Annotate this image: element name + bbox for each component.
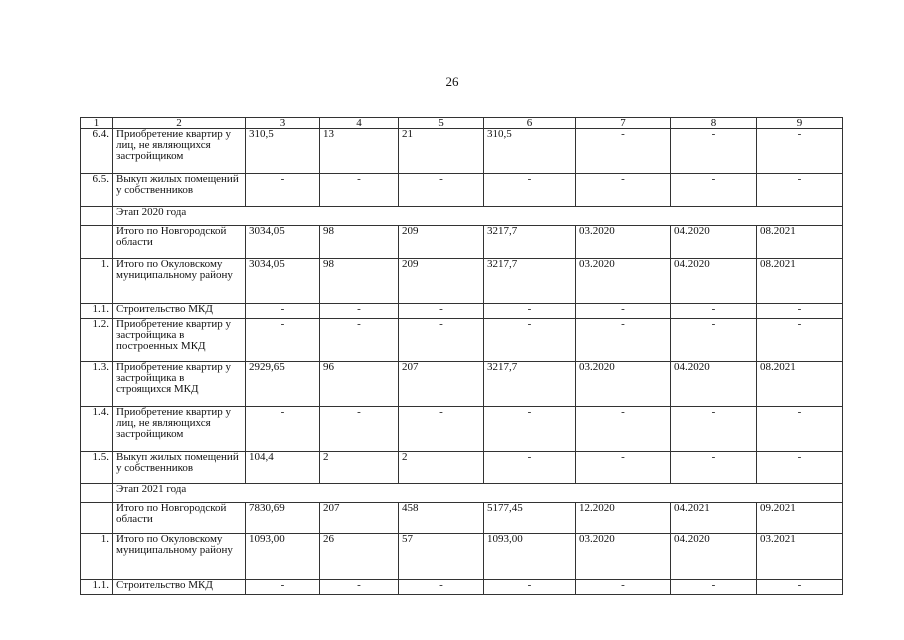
stage-header-row xyxy=(81,207,843,226)
value-cell-col-6: - xyxy=(484,304,576,319)
value-cell-col-8: 04.2020 xyxy=(671,362,757,407)
value-cell-col-7: 03.2020 xyxy=(576,362,671,407)
value-cell-col-3: - xyxy=(246,174,320,207)
table-row xyxy=(81,580,843,595)
value-cell-col-7: - xyxy=(576,580,671,595)
stage-header-row xyxy=(81,484,843,503)
value-cell-col-5: 21 xyxy=(399,129,484,174)
value-cell-col-4: 26 xyxy=(320,534,399,580)
value-cell-col-9: 08.2021 xyxy=(757,259,843,304)
value-cell-col-6: - xyxy=(484,452,576,484)
row-label-cell: Итого по Новгородской области xyxy=(113,503,246,534)
column-number-9: 9 xyxy=(757,118,843,129)
value-cell-col-4: 207 xyxy=(320,503,399,534)
value-cell-col-3: - xyxy=(246,580,320,595)
row-label-cell: Приобретение квартир у застройщика в построенных МКД xyxy=(113,319,246,362)
value-cell-col-5: 458 xyxy=(399,503,484,534)
column-number-row xyxy=(81,118,843,129)
table-body xyxy=(81,118,843,595)
value-cell-col-9: - xyxy=(757,174,843,207)
row-number-cell: 1. xyxy=(81,534,113,580)
value-cell-col-9: - xyxy=(757,319,843,362)
value-cell-col-7: - xyxy=(576,452,671,484)
value-cell-col-4: 98 xyxy=(320,259,399,304)
row-number-cell: 1.3. xyxy=(81,362,113,407)
table-row xyxy=(81,319,843,362)
value-cell-col-8: - xyxy=(671,129,757,174)
value-cell-col-4: 13 xyxy=(320,129,399,174)
value-cell-col-6: 3217,7 xyxy=(484,362,576,407)
row-number-cell: 1.2. xyxy=(81,319,113,362)
table-row xyxy=(81,226,843,259)
value-cell-col-7: - xyxy=(576,319,671,362)
value-cell-col-4: - xyxy=(320,174,399,207)
value-cell-col-9: - xyxy=(757,580,843,595)
row-number-cell: 1. xyxy=(81,259,113,304)
column-number-7: 7 xyxy=(576,118,671,129)
value-cell-col-7: - xyxy=(576,129,671,174)
value-cell-col-5: 2 xyxy=(399,452,484,484)
value-cell-col-3: 7830,69 xyxy=(246,503,320,534)
column-number-4: 4 xyxy=(320,118,399,129)
value-cell-col-3: 1093,00 xyxy=(246,534,320,580)
value-cell-col-6: - xyxy=(484,319,576,362)
value-cell-col-9: - xyxy=(757,407,843,452)
table-row xyxy=(81,174,843,207)
value-cell-col-3: 104,4 xyxy=(246,452,320,484)
table-row xyxy=(81,534,843,580)
row-number-cell xyxy=(81,503,113,534)
value-cell-col-3: 310,5 xyxy=(246,129,320,174)
value-cell-col-9: 09.2021 xyxy=(757,503,843,534)
value-cell-col-5: 207 xyxy=(399,362,484,407)
row-label-cell: Строительство МКД xyxy=(113,580,246,595)
value-cell-col-5: - xyxy=(399,319,484,362)
value-cell-col-3: - xyxy=(246,319,320,362)
value-cell-col-4: - xyxy=(320,319,399,362)
value-cell-col-3: 2929,65 xyxy=(246,362,320,407)
row-number-cell: 6.5. xyxy=(81,174,113,207)
value-cell-col-8: - xyxy=(671,580,757,595)
row-label-cell: Строительство МКД xyxy=(113,304,246,319)
value-cell-col-6: - xyxy=(484,407,576,452)
value-cell-col-8: - xyxy=(671,319,757,362)
value-cell-col-7: 03.2020 xyxy=(576,226,671,259)
column-number-2: 2 xyxy=(113,118,246,129)
value-cell-col-4: - xyxy=(320,407,399,452)
table-row xyxy=(81,304,843,319)
value-cell-col-5: 209 xyxy=(399,259,484,304)
value-cell-col-5: 57 xyxy=(399,534,484,580)
column-number-1: 1 xyxy=(81,118,113,129)
row-label-cell: Выкуп жилых помещений у собственников xyxy=(113,174,246,207)
table-row xyxy=(81,452,843,484)
row-label-cell: Приобретение квартир у лиц, не являющихся застройщиком xyxy=(113,407,246,452)
value-cell-col-9: 08.2021 xyxy=(757,362,843,407)
value-cell-col-6: 1093,00 xyxy=(484,534,576,580)
value-cell-col-6: - xyxy=(484,580,576,595)
value-cell-col-8: - xyxy=(671,452,757,484)
value-cell-col-8: 04.2021 xyxy=(671,503,757,534)
value-cell-col-6: 3217,7 xyxy=(484,259,576,304)
value-cell-col-5: - xyxy=(399,174,484,207)
row-label-cell: Итого по Новгородской области xyxy=(113,226,246,259)
value-cell-col-7: 03.2020 xyxy=(576,259,671,304)
table-row xyxy=(81,503,843,534)
value-cell-col-3: - xyxy=(246,304,320,319)
table-row xyxy=(81,259,843,304)
page-number: 26 xyxy=(445,74,459,89)
value-cell-col-9: - xyxy=(757,452,843,484)
value-cell-col-7: - xyxy=(576,174,671,207)
table-row xyxy=(81,407,843,452)
value-cell-col-6: 5177,45 xyxy=(484,503,576,534)
value-cell-col-7: - xyxy=(576,407,671,452)
value-cell-col-5: 209 xyxy=(399,226,484,259)
table-row xyxy=(81,362,843,407)
value-cell-col-4: 98 xyxy=(320,226,399,259)
value-cell-col-4: 2 xyxy=(320,452,399,484)
row-label-cell: Приобретение квартир у застройщика в строящихся МКД xyxy=(113,362,246,407)
column-number-8: 8 xyxy=(671,118,757,129)
value-cell-col-8: - xyxy=(671,174,757,207)
row-label-cell: Приобретение квартир у лиц, не являющихся застройщиком xyxy=(113,129,246,174)
value-cell-col-9: 03.2021 xyxy=(757,534,843,580)
value-cell-col-9: - xyxy=(757,129,843,174)
value-cell-col-7: 03.2020 xyxy=(576,534,671,580)
value-cell-col-9: - xyxy=(757,304,843,319)
value-cell-col-6: 310,5 xyxy=(484,129,576,174)
value-cell-col-6: 3217,7 xyxy=(484,226,576,259)
row-number-cell xyxy=(81,226,113,259)
value-cell-col-4: - xyxy=(320,580,399,595)
row-number-cell: 1.5. xyxy=(81,452,113,484)
row-label-cell: Итого по Окуловскому муниципальному району xyxy=(113,534,246,580)
row-number-cell xyxy=(81,207,113,226)
stage-label: Этап 2021 года xyxy=(113,484,843,503)
column-number-6: 6 xyxy=(484,118,576,129)
row-number-cell: 1.4. xyxy=(81,407,113,452)
value-cell-col-3: - xyxy=(246,407,320,452)
value-cell-col-6: - xyxy=(484,174,576,207)
row-number-cell xyxy=(81,484,113,503)
column-number-5: 5 xyxy=(399,118,484,129)
stage-label: Этап 2020 года xyxy=(113,207,843,226)
value-cell-col-7: 12.2020 xyxy=(576,503,671,534)
row-number-cell: 1.1. xyxy=(81,304,113,319)
row-label-cell: Итого по Окуловскому муниципальному району xyxy=(113,259,246,304)
value-cell-col-8: - xyxy=(671,304,757,319)
value-cell-col-8: 04.2020 xyxy=(671,534,757,580)
row-number-cell: 1.1. xyxy=(81,580,113,595)
value-cell-col-8: 04.2020 xyxy=(671,259,757,304)
value-cell-col-5: - xyxy=(399,580,484,595)
value-cell-col-7: - xyxy=(576,304,671,319)
row-number-cell: 6.4. xyxy=(81,129,113,174)
value-cell-col-8: 04.2020 xyxy=(671,226,757,259)
value-cell-col-5: - xyxy=(399,304,484,319)
table-row xyxy=(81,129,843,174)
value-cell-col-4: - xyxy=(320,304,399,319)
value-cell-col-4: 96 xyxy=(320,362,399,407)
value-cell-col-5: - xyxy=(399,407,484,452)
value-cell-col-8: - xyxy=(671,407,757,452)
value-cell-col-9: 08.2021 xyxy=(757,226,843,259)
program-stages-table xyxy=(80,117,843,595)
column-number-3: 3 xyxy=(246,118,320,129)
value-cell-col-3: 3034,05 xyxy=(246,259,320,304)
value-cell-col-3: 3034,05 xyxy=(246,226,320,259)
row-label-cell: Выкуп жилых помещений у собственников xyxy=(113,452,246,484)
